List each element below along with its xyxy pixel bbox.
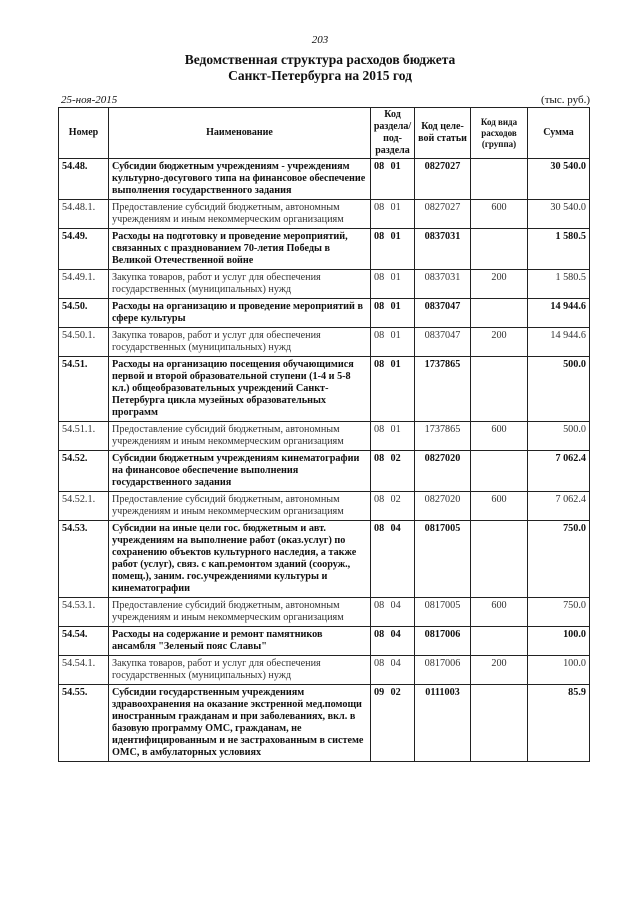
- table-row: [59, 200, 590, 229]
- cell-section: 08: [371, 492, 391, 521]
- cell-section: 08: [371, 328, 391, 357]
- title-line-2: Санкт-Петербурга на 2015 год: [228, 68, 412, 83]
- header-amount: Сумма: [528, 108, 590, 159]
- cell-subsection: 01: [391, 200, 415, 229]
- cell-subsection: 04: [391, 521, 415, 598]
- cell-name: Предоставление субсидий бюджетным, автономным учреждениям и иным некоммерческим организациям: [109, 598, 371, 627]
- table-row: [59, 328, 590, 357]
- cell-article: 0817005: [415, 521, 471, 598]
- cell-number: 54.53.1.: [59, 598, 109, 627]
- cell-article: 0827020: [415, 451, 471, 492]
- cell-expense-type: 600: [471, 200, 528, 229]
- cell-section: 08: [371, 299, 391, 328]
- units-label: (тыс. руб.): [541, 94, 590, 106]
- cell-expense-type: 600: [471, 492, 528, 521]
- table-row: [59, 451, 590, 492]
- cell-article: 0817005: [415, 598, 471, 627]
- cell-amount: 750.0: [528, 598, 590, 627]
- cell-amount: 14 944.6: [528, 328, 590, 357]
- table-row: [59, 685, 590, 762]
- cell-amount: 30 540.0: [528, 159, 590, 200]
- table-row: [59, 598, 590, 627]
- cell-subsection: 01: [391, 357, 415, 422]
- cell-name: Субсидии государственным учреждениям здравоохранения на оказание экстренной мед.помощи иностранным гражданам и при заболеваниях, вкл. в базовую программу ОМС, гражданам, не идентифицированным и не застрахованным в системе ОМС, в амбулаторных условиях: [109, 685, 371, 762]
- cell-amount: 750.0: [528, 521, 590, 598]
- table-row: [59, 270, 590, 299]
- cell-number: 54.54.: [59, 627, 109, 656]
- header-article: Код целе-вой статьи: [415, 108, 471, 159]
- cell-subsection: 01: [391, 159, 415, 200]
- document-date: 25-ноя-2015: [61, 94, 118, 106]
- cell-amount: 500.0: [528, 357, 590, 422]
- cell-subsection: 01: [391, 422, 415, 451]
- table-row: [59, 229, 590, 270]
- cell-subsection: 01: [391, 328, 415, 357]
- cell-subsection: 02: [391, 492, 415, 521]
- cell-name: Закупка товаров, работ и услуг для обеспечения государственных (муниципальных) нужд: [109, 270, 371, 299]
- cell-number: 54.49.1.: [59, 270, 109, 299]
- page-number: 203: [311, 34, 329, 46]
- cell-expense-type: 200: [471, 328, 528, 357]
- table-row: [59, 357, 590, 422]
- cell-expense-type: [471, 299, 528, 328]
- document-title: [0, 52, 640, 84]
- cell-name: Предоставление субсидий бюджетным, автономным учреждениям и иным некоммерческим организациям: [109, 200, 371, 229]
- cell-amount: 1 580.5: [528, 229, 590, 270]
- cell-number: 54.51.: [59, 357, 109, 422]
- cell-amount: 500.0: [528, 422, 590, 451]
- cell-name: Субсидии на иные цели гос. бюджетным и авт. учреждениям на выполнение работ (оказ.услуг) по сохранению объектов культурного наследия, а также работ (услуг), связ. с кап.ремонтом зданий (сооруж., помещ.), заним. гос.учреждениями культуры и кинематографии: [109, 521, 371, 598]
- cell-number: 54.53.: [59, 521, 109, 598]
- table-body: [59, 159, 590, 762]
- cell-article: 0827027: [415, 200, 471, 229]
- cell-name: Расходы на организацию и проведение мероприятий в сфере культуры: [109, 299, 371, 328]
- table-row: [59, 627, 590, 656]
- cell-name: Расходы на организацию посещения обучающимися первой и второй образовательной ступени (1-4 и 5-8 кл.) общеобразовательных учреждений Санкт-Петербурга цикла музейных образовательных программ: [109, 357, 371, 422]
- cell-subsection: 04: [391, 656, 415, 685]
- cell-section: 08: [371, 159, 391, 200]
- cell-name: Расходы на содержание и ремонт памятников ансамбля "Зеленый пояс Славы": [109, 627, 371, 656]
- cell-number: 54.52.: [59, 451, 109, 492]
- cell-subsection: 01: [391, 270, 415, 299]
- table-row: [59, 159, 590, 200]
- cell-section: 08: [371, 200, 391, 229]
- cell-name: Предоставление субсидий бюджетным, автономным учреждениям и иным некоммерческим организациям: [109, 492, 371, 521]
- cell-expense-type: 200: [471, 656, 528, 685]
- cell-number: 54.51.1.: [59, 422, 109, 451]
- cell-subsection: 04: [391, 627, 415, 656]
- cell-amount: 1 580.5: [528, 270, 590, 299]
- cell-amount: 7 062.4: [528, 451, 590, 492]
- cell-expense-type: [471, 627, 528, 656]
- cell-section: 08: [371, 627, 391, 656]
- cell-name: Субсидии бюджетным учреждениям - учреждениям культурно-досугового типа на финансовое обеспечение выполнения государственного задания: [109, 159, 371, 200]
- cell-section: 08: [371, 598, 391, 627]
- cell-name: Субсидии бюджетным учреждениям кинематографии на финансовое обеспечение выполнения государственного задания: [109, 451, 371, 492]
- cell-number: 54.49.: [59, 229, 109, 270]
- header-name: Наименование: [109, 108, 371, 159]
- cell-expense-type: [471, 685, 528, 762]
- cell-article: 0837031: [415, 229, 471, 270]
- cell-number: 54.50.: [59, 299, 109, 328]
- cell-article: 0111003: [415, 685, 471, 762]
- table-row: [59, 656, 590, 685]
- cell-section: 08: [371, 229, 391, 270]
- table-row: [59, 299, 590, 328]
- cell-expense-type: [471, 229, 528, 270]
- cell-amount: 100.0: [528, 656, 590, 685]
- header-expense-type: Код вида расходов (группа): [471, 108, 528, 159]
- cell-section: 08: [371, 451, 391, 492]
- cell-subsection: 01: [391, 229, 415, 270]
- cell-expense-type: [471, 521, 528, 598]
- cell-expense-type: [471, 451, 528, 492]
- header-section: Код раздела/ под-раздела: [371, 108, 415, 159]
- cell-article: 0837047: [415, 328, 471, 357]
- cell-expense-type: 600: [471, 598, 528, 627]
- cell-section: 08: [371, 521, 391, 598]
- cell-section: 08: [371, 422, 391, 451]
- cell-section: 08: [371, 656, 391, 685]
- cell-expense-type: [471, 357, 528, 422]
- cell-section: 08: [371, 270, 391, 299]
- cell-article: 0837031: [415, 270, 471, 299]
- cell-subsection: 02: [391, 685, 415, 762]
- table-row: [59, 492, 590, 521]
- cell-article: 0827020: [415, 492, 471, 521]
- cell-subsection: 01: [391, 299, 415, 328]
- budget-table: [58, 107, 590, 762]
- cell-section: 08: [371, 357, 391, 422]
- cell-section: 09: [371, 685, 391, 762]
- cell-expense-type: 200: [471, 270, 528, 299]
- table-row: [59, 521, 590, 598]
- cell-number: 54.50.1.: [59, 328, 109, 357]
- cell-subsection: 04: [391, 598, 415, 627]
- cell-article: 0827027: [415, 159, 471, 200]
- cell-number: 54.55.: [59, 685, 109, 762]
- table-row: [59, 422, 590, 451]
- cell-name: Расходы на подготовку и проведение мероприятий, связанных с празднованием 70-летия Победы в Великой Отечественной войне: [109, 229, 371, 270]
- cell-amount: 7 062.4: [528, 492, 590, 521]
- title-line-1: Ведомственная структура расходов бюджета: [184, 52, 456, 67]
- cell-name: Закупка товаров, работ и услуг для обеспечения государственных (муниципальных) нужд: [109, 328, 371, 357]
- cell-article: 0817006: [415, 627, 471, 656]
- cell-amount: 30 540.0: [528, 200, 590, 229]
- cell-name: Предоставление субсидий бюджетным, автономным учреждениям и иным некоммерческим организациям: [109, 422, 371, 451]
- cell-article: 0817006: [415, 656, 471, 685]
- cell-number: 54.48.1.: [59, 200, 109, 229]
- cell-expense-type: 600: [471, 422, 528, 451]
- cell-amount: 85.9: [528, 685, 590, 762]
- cell-article: 1737865: [415, 357, 471, 422]
- cell-subsection: 02: [391, 451, 415, 492]
- cell-name: Закупка товаров, работ и услуг для обеспечения государственных (муниципальных) нужд: [109, 656, 371, 685]
- table-header-row: [59, 108, 590, 159]
- cell-number: 54.52.1.: [59, 492, 109, 521]
- cell-amount: 100.0: [528, 627, 590, 656]
- cell-article: 1737865: [415, 422, 471, 451]
- header-number: Номер: [59, 108, 109, 159]
- cell-number: 54.48.: [59, 159, 109, 200]
- cell-article: 0837047: [415, 299, 471, 328]
- cell-number: 54.54.1.: [59, 656, 109, 685]
- cell-amount: 14 944.6: [528, 299, 590, 328]
- cell-expense-type: [471, 159, 528, 200]
